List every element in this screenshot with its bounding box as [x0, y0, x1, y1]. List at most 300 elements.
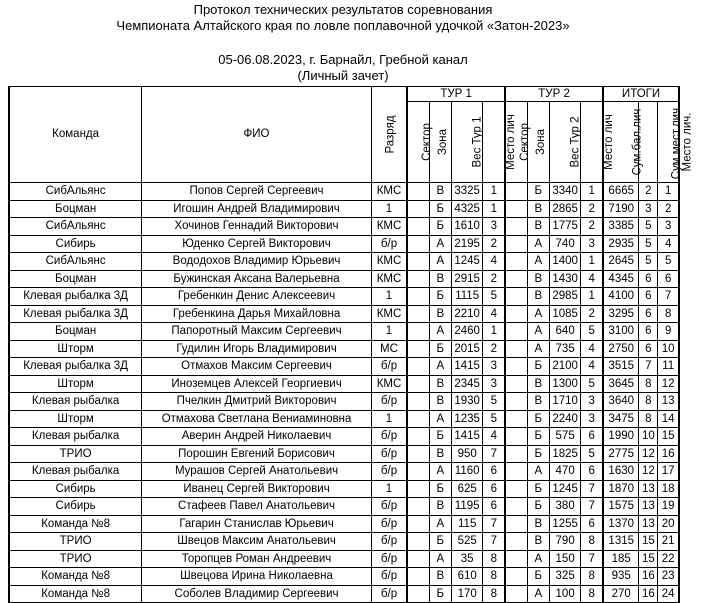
cell-sector2: [505, 218, 527, 236]
tour1-header: ТУР 1: [407, 87, 505, 102]
cell-sum-places: 6: [639, 270, 658, 288]
cell-team: Клевая рыбалка: [9, 393, 142, 411]
cell-name: Гагарин Станислав Юрьевич: [142, 515, 372, 533]
cell-sector1: [407, 200, 429, 218]
cell-weight1: 2210: [451, 305, 483, 323]
table-row: [9, 480, 679, 498]
table-row: [9, 288, 679, 306]
table-row: [9, 235, 679, 253]
table-row: [9, 550, 679, 568]
cell-place2: 8: [581, 533, 603, 551]
cell-name: Стафеев Павел Анатольевич: [142, 498, 372, 516]
cell-place-total: 23: [658, 568, 679, 586]
cell-team: Команда №8: [9, 515, 142, 533]
cell-sector1: [407, 340, 429, 358]
cell-place2: 5: [581, 323, 603, 341]
cell-sum-places: 6: [639, 323, 658, 341]
cell-name: Хочинов Геннадий Викторович: [142, 218, 372, 236]
cell-sector2: [505, 340, 527, 358]
cell-rank: КМС: [371, 253, 407, 271]
table-row: [9, 375, 679, 393]
cell-place1: 8: [483, 568, 505, 586]
cell-zone1: Б: [429, 288, 451, 306]
totals-header: ИТОГИ: [603, 87, 679, 102]
cell-sector1: [407, 445, 429, 463]
cell-zone1: В: [429, 498, 451, 516]
cell-place2: 3: [581, 235, 603, 253]
cell-sector1: [407, 218, 429, 236]
cell-place2: 8: [581, 585, 603, 603]
cell-zone2: А: [527, 550, 549, 568]
cell-place-total: 22: [658, 550, 679, 568]
cell-sector2: [505, 480, 527, 498]
cell-rank: МС: [371, 340, 407, 358]
cell-zone1: А: [429, 323, 451, 341]
cell-rank: 1: [371, 480, 407, 498]
col-place-total-header: Место лич.: [658, 102, 679, 183]
cell-weight2: 150: [549, 550, 581, 568]
cell-sector2: [505, 393, 527, 411]
cell-zone1: Б: [429, 200, 451, 218]
cell-zone1: Б: [429, 585, 451, 603]
table-row: [9, 305, 679, 323]
cell-sector2: [505, 498, 527, 516]
cell-sector1: [407, 235, 429, 253]
cell-weight2: 100: [549, 585, 581, 603]
cell-place1: 7: [483, 445, 505, 463]
cell-zone1: В: [429, 305, 451, 323]
table-row: [9, 498, 679, 516]
cell-zone1: Б: [429, 218, 451, 236]
cell-zone1: Б: [429, 428, 451, 446]
cell-name: Мурашов Сергей Анатольевич: [142, 463, 372, 481]
cell-sector2: [505, 235, 527, 253]
cell-sum-points: 1630: [603, 463, 639, 481]
cell-place-total: 21: [658, 533, 679, 551]
cell-sum-points: 185: [603, 550, 639, 568]
col-rank-header: [371, 87, 407, 183]
cell-weight1: 1930: [451, 393, 483, 411]
cell-place2: 3: [581, 410, 603, 428]
cell-sector1: [407, 410, 429, 428]
cell-weight1: 1235: [451, 410, 483, 428]
header-row-groups: [9, 87, 679, 102]
cell-weight2: 1825: [549, 445, 581, 463]
cell-sum-places: 13: [639, 498, 658, 516]
cell-rank: б/р: [371, 585, 407, 603]
cell-zone2: А: [527, 340, 549, 358]
cell-sum-points: 1575: [603, 498, 639, 516]
cell-place2: 5: [581, 375, 603, 393]
cell-weight2: 2100: [549, 358, 581, 376]
cell-weight1: 35: [451, 550, 483, 568]
cell-sum-places: 16: [639, 568, 658, 586]
cell-place2: 4: [581, 270, 603, 288]
cell-place-total: 24: [658, 585, 679, 603]
cell-place2: 2: [581, 200, 603, 218]
cell-sector1: [407, 568, 429, 586]
cell-sector1: [407, 288, 429, 306]
cell-place1: 8: [483, 585, 505, 603]
cell-rank: б/р: [371, 393, 407, 411]
cell-rank: КМС: [371, 183, 407, 201]
cell-name: Бужинская Аксана Валерьевна: [142, 270, 372, 288]
cell-place1: 8: [483, 550, 505, 568]
cell-place1: 4: [483, 253, 505, 271]
cell-name: Иванец Сергей Викторович: [142, 480, 372, 498]
cell-place2: 2: [581, 218, 603, 236]
table-row: [9, 410, 679, 428]
cell-sector1: [407, 358, 429, 376]
doc-title-line2: Чемпионата Алтайского края по ловле поплавочной удочкой «Затон-2023»: [116, 18, 570, 33]
cell-place2: 6: [581, 463, 603, 481]
cell-place1: 3: [483, 375, 505, 393]
cell-sum-points: 3475: [603, 410, 639, 428]
cell-sum-points: 1315: [603, 533, 639, 551]
cell-sum-points: 1870: [603, 480, 639, 498]
cell-rank: б/р: [371, 358, 407, 376]
cell-name: Швецов Максим Анатольевич: [142, 533, 372, 551]
cell-place2: 5: [581, 445, 603, 463]
cell-name: Юденко Сергей Викторович: [142, 235, 372, 253]
cell-zone1: Б: [429, 480, 451, 498]
cell-weight2: 380: [549, 498, 581, 516]
cell-team: Команда №8: [9, 585, 142, 603]
cell-team: Шторм: [9, 375, 142, 393]
cell-weight1: 2345: [451, 375, 483, 393]
cell-weight1: 170: [451, 585, 483, 603]
cell-sum-places: 15: [639, 550, 658, 568]
cell-zone2: Б: [527, 428, 549, 446]
cell-team: Боцман: [9, 323, 142, 341]
cell-zone2: А: [527, 463, 549, 481]
col-team-header: Команда: [9, 87, 142, 183]
cell-team: Шторм: [9, 410, 142, 428]
col-sum-points-header: Сум.бал.лич: [603, 102, 639, 183]
cell-sector2: [505, 515, 527, 533]
cell-zone2: В: [527, 375, 549, 393]
cell-team: Клевая рыбалка 3Д: [9, 288, 142, 306]
cell-place1: 5: [483, 410, 505, 428]
cell-zone2: А: [527, 253, 549, 271]
cell-place2: 6: [581, 428, 603, 446]
cell-rank: КМС: [371, 375, 407, 393]
cell-sector1: [407, 498, 429, 516]
table-row: [9, 533, 679, 551]
cell-zone2: А: [527, 235, 549, 253]
table-row: [9, 358, 679, 376]
cell-team: Клевая рыбалка: [9, 463, 142, 481]
cell-name: Соболев Владимир Сергеевич: [142, 585, 372, 603]
cell-weight1: 1245: [451, 253, 483, 271]
cell-sector2: [505, 305, 527, 323]
cell-sum-points: 3295: [603, 305, 639, 323]
cell-name: Торопцев Роман Андреевич: [142, 550, 372, 568]
cell-weight1: 1115: [451, 288, 483, 306]
col-zone1-header: Зона: [429, 102, 451, 183]
cell-zone2: А: [527, 585, 549, 603]
cell-weight2: 2865: [549, 200, 581, 218]
cell-weight1: 2195: [451, 235, 483, 253]
cell-weight2: 1300: [549, 375, 581, 393]
cell-rank: б/р: [371, 568, 407, 586]
table-row: [9, 218, 679, 236]
cell-sum-points: 2935: [603, 235, 639, 253]
cell-sum-points: 3645: [603, 375, 639, 393]
cell-zone2: Б: [527, 480, 549, 498]
cell-team: Команда №8: [9, 568, 142, 586]
cell-sector1: [407, 305, 429, 323]
cell-place1: 4: [483, 428, 505, 446]
cell-place2: 4: [581, 340, 603, 358]
cell-sum-places: 13: [639, 480, 658, 498]
cell-weight1: 525: [451, 533, 483, 551]
cell-name: Швецова Ирина Николаевна: [142, 568, 372, 586]
cell-rank: б/р: [371, 498, 407, 516]
cell-sum-places: 13: [639, 515, 658, 533]
cell-sum-places: 2: [639, 183, 658, 201]
cell-zone1: В: [429, 393, 451, 411]
cell-place1: 6: [483, 480, 505, 498]
cell-weight2: 2240: [549, 410, 581, 428]
cell-place2: 8: [581, 568, 603, 586]
cell-sector1: [407, 550, 429, 568]
cell-sum-places: 6: [639, 305, 658, 323]
cell-weight2: 640: [549, 323, 581, 341]
cell-weight1: 1415: [451, 428, 483, 446]
cell-weight1: 3325: [451, 183, 483, 201]
cell-team: Боцман: [9, 270, 142, 288]
cell-zone2: В: [527, 200, 549, 218]
cell-sector2: [505, 550, 527, 568]
table-row: [9, 200, 679, 218]
cell-place2: 6: [581, 515, 603, 533]
cell-place-total: 8: [658, 305, 679, 323]
col-place1-header: Место лич: [483, 102, 505, 183]
cell-sector1: [407, 480, 429, 498]
cell-team: Клевая рыбалка: [9, 428, 142, 446]
cell-rank: КМС: [371, 270, 407, 288]
table-row: [9, 393, 679, 411]
cell-sector2: [505, 288, 527, 306]
cell-weight2: 1255: [549, 515, 581, 533]
cell-place-total: 2: [658, 200, 679, 218]
cell-place-total: 20: [658, 515, 679, 533]
cell-zone2: А: [527, 305, 549, 323]
cell-team: Сибирь: [9, 498, 142, 516]
col-place2-header: Место лич: [581, 102, 603, 183]
cell-rank: б/р: [371, 550, 407, 568]
cell-team: ТРИО: [9, 533, 142, 551]
cell-team: СибАльянс: [9, 253, 142, 271]
cell-name: Папоротный Максим Сергеевич: [142, 323, 372, 341]
cell-place-total: 6: [658, 270, 679, 288]
tour2-header: ТУР 2: [505, 87, 603, 102]
cell-zone2: Б: [527, 445, 549, 463]
cell-weight2: 2985: [549, 288, 581, 306]
cell-place2: 2: [581, 305, 603, 323]
cell-sector2: [505, 253, 527, 271]
cell-place2: 1: [581, 288, 603, 306]
cell-place-total: 15: [658, 428, 679, 446]
cell-sector2: [505, 410, 527, 428]
cell-weight1: 610: [451, 568, 483, 586]
cell-zone2: В: [527, 533, 549, 551]
cell-place2: 4: [581, 358, 603, 376]
cell-weight1: 4325: [451, 200, 483, 218]
cell-weight2: 1245: [549, 480, 581, 498]
cell-zone2: В: [527, 515, 549, 533]
cell-weight1: 2915: [451, 270, 483, 288]
cell-zone2: В: [527, 393, 549, 411]
cell-name: Аверин Андрей Николаевич: [142, 428, 372, 446]
doc-title-line1: Протокол технических результатов соревнования: [193, 2, 493, 17]
cell-sector1: [407, 183, 429, 201]
cell-sector1: [407, 533, 429, 551]
cell-name: Гудилин Игорь Владимирович: [142, 340, 372, 358]
cell-name: Отмахова Светлана Вениаминовна: [142, 410, 372, 428]
cell-sum-places: 16: [639, 585, 658, 603]
table-row: [9, 340, 679, 358]
cell-sum-points: 3385: [603, 218, 639, 236]
table-row: [9, 568, 679, 586]
cell-sum-places: 12: [639, 445, 658, 463]
cell-weight2: 575: [549, 428, 581, 446]
cell-rank: б/р: [371, 463, 407, 481]
col-weight2-header: Вес Тур 2: [549, 102, 581, 183]
cell-sum-places: 7: [639, 358, 658, 376]
cell-place1: 1: [483, 323, 505, 341]
cell-team: СибАльянс: [9, 218, 142, 236]
cell-sector1: [407, 463, 429, 481]
cell-zone1: Б: [429, 533, 451, 551]
doc-subtitle: (Личный зачет): [297, 68, 389, 83]
cell-rank: б/р: [371, 235, 407, 253]
cell-sector1: [407, 253, 429, 271]
cell-place-total: 19: [658, 498, 679, 516]
cell-weight1: 2460: [451, 323, 483, 341]
cell-place2: 1: [581, 183, 603, 201]
cell-team: Сибирь: [9, 480, 142, 498]
cell-weight2: 740: [549, 235, 581, 253]
cell-sector2: [505, 533, 527, 551]
cell-place-total: 10: [658, 340, 679, 358]
cell-weight2: 1085: [549, 305, 581, 323]
cell-place1: 2: [483, 270, 505, 288]
cell-sum-places: 15: [639, 533, 658, 551]
cell-place1: 3: [483, 358, 505, 376]
cell-weight2: 325: [549, 568, 581, 586]
cell-sum-points: 4345: [603, 270, 639, 288]
col-sum-places-header: Сум.мест.лич.: [639, 102, 658, 183]
cell-rank: 1: [371, 200, 407, 218]
cell-weight2: 470: [549, 463, 581, 481]
cell-sector1: [407, 375, 429, 393]
cell-zone1: А: [429, 410, 451, 428]
cell-sector1: [407, 428, 429, 446]
cell-place1: 5: [483, 288, 505, 306]
cell-place1: 7: [483, 533, 505, 551]
cell-rank: 1: [371, 323, 407, 341]
cell-team: Шторм: [9, 340, 142, 358]
cell-sum-points: 3640: [603, 393, 639, 411]
cell-name: Гребенкин Денис Алексеевич: [142, 288, 372, 306]
cell-sum-points: 2750: [603, 340, 639, 358]
cell-sector2: [505, 183, 527, 201]
cell-sector2: [505, 270, 527, 288]
cell-zone2: А: [527, 323, 549, 341]
cell-place-total: 9: [658, 323, 679, 341]
cell-place1: 2: [483, 340, 505, 358]
cell-name: Гребенкина Дарья Михайловна: [142, 305, 372, 323]
table-row: [9, 183, 679, 201]
cell-sum-places: 6: [639, 288, 658, 306]
cell-weight1: 1610: [451, 218, 483, 236]
cell-weight2: 1775: [549, 218, 581, 236]
cell-place-total: 18: [658, 480, 679, 498]
cell-place-total: 7: [658, 288, 679, 306]
cell-sum-places: 5: [639, 253, 658, 271]
cell-place-total: 16: [658, 445, 679, 463]
cell-rank: 1: [371, 288, 407, 306]
cell-zone1: А: [429, 253, 451, 271]
cell-name: Иноземцев Алексей Георгиевич: [142, 375, 372, 393]
cell-rank: б/р: [371, 515, 407, 533]
cell-zone1: Б: [429, 340, 451, 358]
cell-sector2: [505, 375, 527, 393]
table-row: [9, 463, 679, 481]
table-row: [9, 270, 679, 288]
col-name-header: ФИО: [142, 87, 372, 183]
cell-weight1: 1160: [451, 463, 483, 481]
cell-place2: 7: [581, 480, 603, 498]
cell-sector1: [407, 515, 429, 533]
cell-place1: 7: [483, 515, 505, 533]
cell-place1: 1: [483, 200, 505, 218]
cell-zone2: В: [527, 270, 549, 288]
cell-zone2: Б: [527, 183, 549, 201]
cell-zone2: Б: [527, 358, 549, 376]
cell-name: Порошин Евгений Борисович: [142, 445, 372, 463]
cell-sum-points: 1990: [603, 428, 639, 446]
cell-sector2: [505, 568, 527, 586]
cell-place2: 7: [581, 498, 603, 516]
cell-place1: 6: [483, 498, 505, 516]
cell-sector1: [407, 585, 429, 603]
cell-sector2: [505, 463, 527, 481]
cell-sum-places: 8: [639, 393, 658, 411]
table-row: [9, 585, 679, 603]
cell-sum-points: 270: [603, 585, 639, 603]
cell-place-total: 17: [658, 463, 679, 481]
cell-sum-places: 10: [639, 428, 658, 446]
cell-weight2: 1710: [549, 393, 581, 411]
cell-zone1: В: [429, 270, 451, 288]
cell-sum-points: 2775: [603, 445, 639, 463]
cell-place-total: 13: [658, 393, 679, 411]
cell-place-total: 3: [658, 218, 679, 236]
cell-weight2: 1400: [549, 253, 581, 271]
cell-place1: 5: [483, 393, 505, 411]
cell-sum-points: 6665: [603, 183, 639, 201]
cell-sector1: [407, 323, 429, 341]
cell-zone2: Б: [527, 568, 549, 586]
cell-sector2: [505, 445, 527, 463]
cell-rank: КМС: [371, 218, 407, 236]
cell-team: Сибирь: [9, 235, 142, 253]
cell-weight2: 790: [549, 533, 581, 551]
cell-zone1: А: [429, 358, 451, 376]
